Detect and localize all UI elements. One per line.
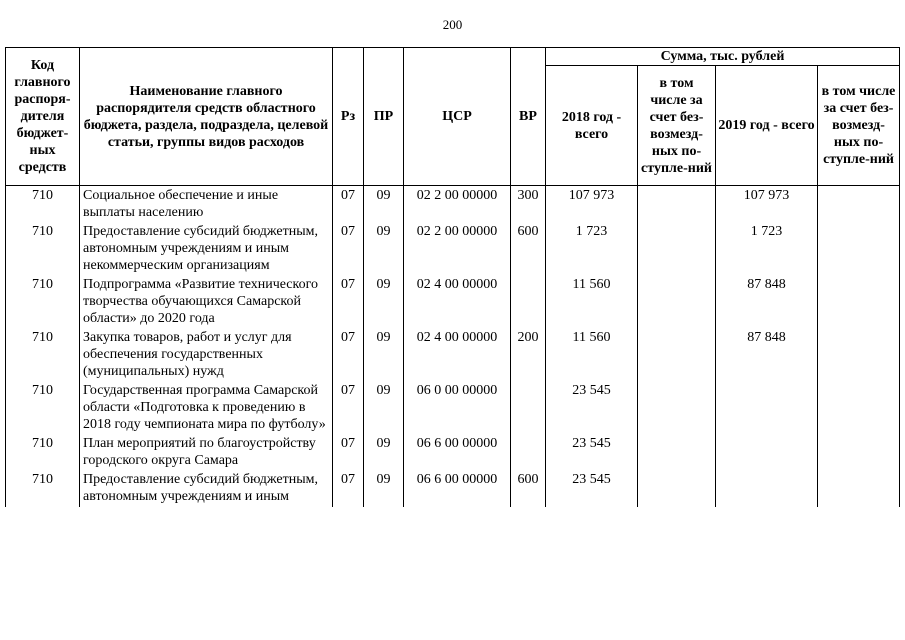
cell-vr (511, 276, 546, 329)
cell-vr: 300 (511, 186, 546, 224)
cell-kod: 710 (6, 329, 80, 382)
header-rz: Рз (333, 48, 364, 186)
cell-2018-free (638, 435, 716, 471)
cell-2018-total: 23 545 (546, 471, 638, 507)
cell-2018-total: 1 723 (546, 223, 638, 276)
cell-rz: 07 (333, 471, 364, 507)
cell-2019-free (818, 382, 900, 435)
table-row (6, 435, 900, 471)
cell-rz: 07 (333, 223, 364, 276)
cell-2018-free (638, 382, 716, 435)
header-2019-total: 2019 год - всего (716, 66, 818, 186)
cell-pr: 09 (364, 382, 404, 435)
cell-2019-free (818, 276, 900, 329)
cell-2018-total: 11 560 (546, 329, 638, 382)
cell-pr: 09 (364, 471, 404, 507)
cell-2018-total: 11 560 (546, 276, 638, 329)
cell-vr: 600 (511, 471, 546, 507)
header-2019-free: в том числе за счет без-возмезд-ных по-ступле-ний (818, 66, 900, 186)
cell-csr: 06 6 00 00000 (404, 471, 511, 507)
cell-2019-free (818, 186, 900, 224)
cell-csr: 02 2 00 00000 (404, 186, 511, 224)
cell-kod: 710 (6, 223, 80, 276)
cell-name: Государственная программа Самарской области «Подготовка к проведению в 2018 году чемпионата мира по футболу» (80, 382, 333, 435)
cell-2019-free (818, 471, 900, 507)
cell-2018-free (638, 223, 716, 276)
cell-csr: 02 4 00 00000 (404, 276, 511, 329)
cell-2019-free (818, 435, 900, 471)
table-row (6, 186, 900, 224)
cell-kod: 710 (6, 186, 80, 224)
header-name: Наименование главного распорядителя средств областного бюджета, раздела, подраздела, целевой статьи, группы видов расходов (80, 48, 333, 186)
cell-2018-free (638, 186, 716, 224)
table-row (6, 471, 900, 507)
cell-rz: 07 (333, 329, 364, 382)
cell-2019-total (716, 382, 818, 435)
cell-2019-free (818, 329, 900, 382)
cell-vr (511, 435, 546, 471)
budget-table (5, 47, 900, 507)
cell-vr: 600 (511, 223, 546, 276)
cell-2018-free (638, 276, 716, 329)
cell-name: Социальное обеспечение и иные выплаты населению (80, 186, 333, 224)
cell-csr: 02 2 00 00000 (404, 223, 511, 276)
cell-2019-total: 87 848 (716, 329, 818, 382)
cell-pr: 09 (364, 329, 404, 382)
header-2018-total: 2018 год - всего (546, 66, 638, 186)
cell-kod: 710 (6, 435, 80, 471)
cell-rz: 07 (333, 276, 364, 329)
cell-pr: 09 (364, 276, 404, 329)
table-row (6, 223, 900, 276)
cell-kod: 710 (6, 382, 80, 435)
cell-2018-free (638, 329, 716, 382)
cell-2019-total (716, 471, 818, 507)
cell-csr: 06 0 00 00000 (404, 382, 511, 435)
header-kod: Код главного распоря-дителя бюджет-ных средств (6, 48, 80, 186)
cell-name: Закупка товаров, работ и услуг для обеспечения государственных (муниципальных) нужд (80, 329, 333, 382)
cell-vr (511, 382, 546, 435)
cell-name: Предоставление субсидий бюджетным, автономным учреждениям и иным некоммерческим организациям (80, 223, 333, 276)
cell-name: Предоставление субсидий бюджетным, автономным учреждениям и иным (80, 471, 333, 507)
cell-2019-total: 87 848 (716, 276, 818, 329)
header-summa: Сумма, тыс. рублей (546, 48, 900, 66)
header-pr: ПР (364, 48, 404, 186)
cell-kod: 710 (6, 276, 80, 329)
table-row (6, 276, 900, 329)
cell-rz: 07 (333, 382, 364, 435)
cell-2019-total: 1 723 (716, 223, 818, 276)
cell-rz: 07 (333, 435, 364, 471)
header-csr: ЦСР (404, 48, 511, 186)
table-row (6, 382, 900, 435)
cell-2018-total: 23 545 (546, 382, 638, 435)
cell-vr: 200 (511, 329, 546, 382)
cell-2019-free (818, 223, 900, 276)
page-number: 200 (442, 17, 463, 32)
cell-2018-total: 107 973 (546, 186, 638, 224)
header-vr: ВР (511, 48, 546, 186)
header-2018-free: в том числе за счет без-возмезд-ных по-ступле-ний (638, 66, 716, 186)
cell-pr: 09 (364, 435, 404, 471)
cell-csr: 06 6 00 00000 (404, 435, 511, 471)
cell-2019-total (716, 435, 818, 471)
cell-2019-total: 107 973 (716, 186, 818, 224)
cell-name: Подпрограмма «Развитие технического творчества обучающихся Самарской области» до 2020 года (80, 276, 333, 329)
cell-name: План мероприятий по благоустройству городского округа Самара (80, 435, 333, 471)
cell-csr: 02 4 00 00000 (404, 329, 511, 382)
cell-2018-total: 23 545 (546, 435, 638, 471)
cell-pr: 09 (364, 186, 404, 224)
cell-pr: 09 (364, 223, 404, 276)
cell-rz: 07 (333, 186, 364, 224)
cell-kod: 710 (6, 471, 80, 507)
table-row (6, 329, 900, 382)
cell-2018-free (638, 471, 716, 507)
